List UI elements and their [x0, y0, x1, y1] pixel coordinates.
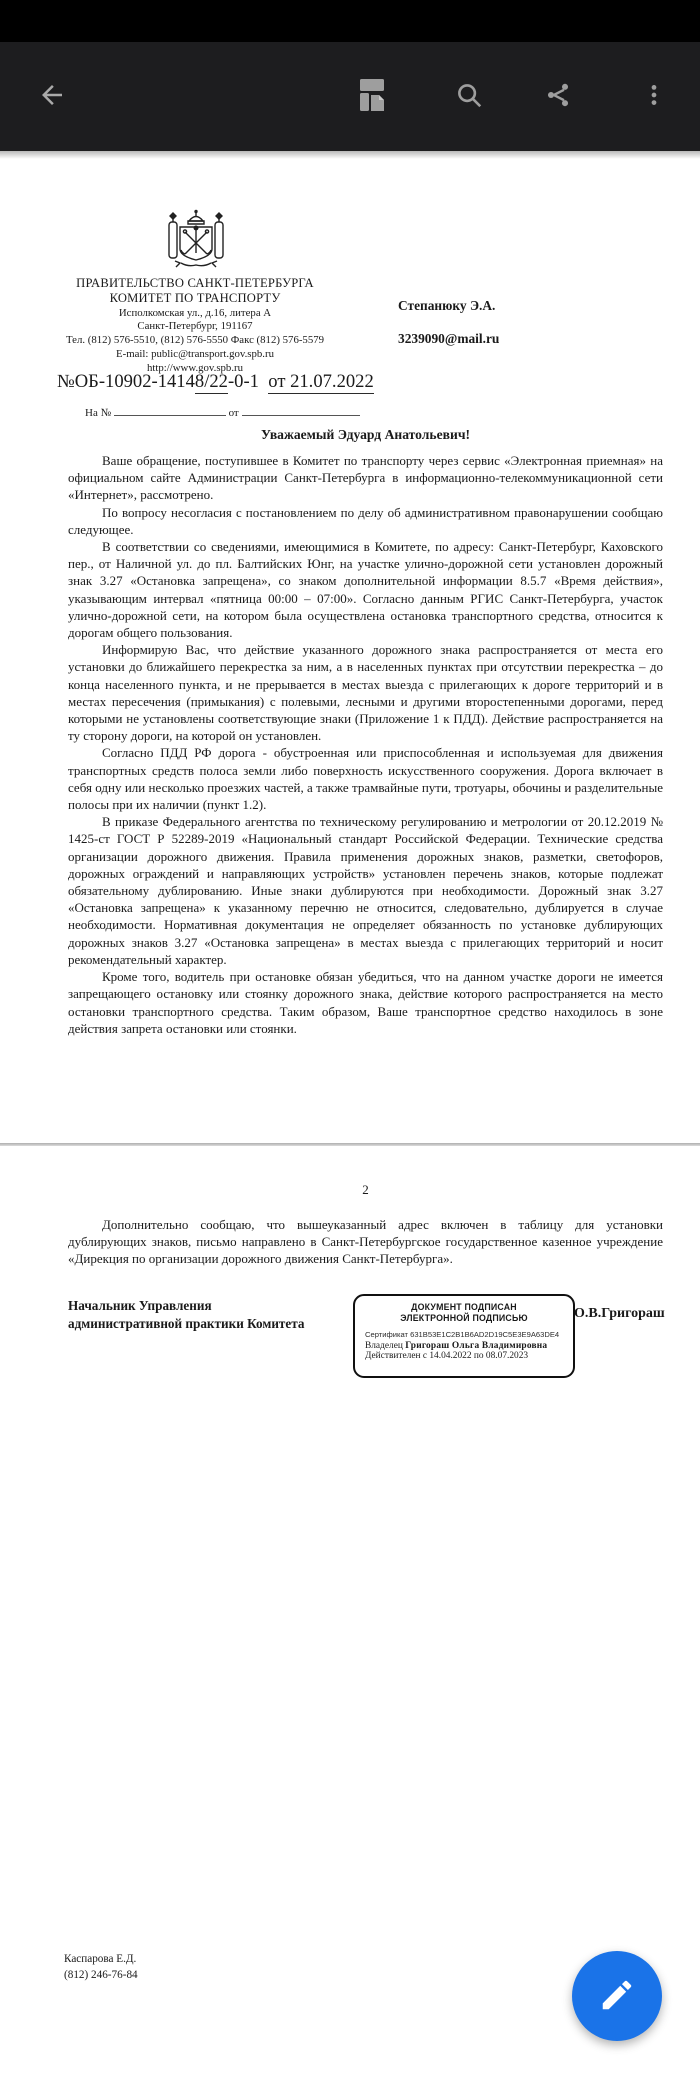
stamp-owner-name: Григораш Ольга Владимировна [405, 1340, 548, 1351]
paragraph: В соответствии со сведениями, имеющимися в Комитете, по адресу: Санкт-Петербург, Каховского пер., от Наличной ул. до пл. Балтийских Юнг, на участке улично-дорожной сети установлен дорожный знак 3.27 «Остановка запрещена», со знаком дополнительной информации 8.5.7 «Время действия», указывающим интервал «пятница 00:00 – 07:00». Согласно данным РГИС Санкт-Петербурга, участок улично-дорожной сети, на котором была осуществлена остановка транспортного средства, относится к дорогам общего пользования. [68, 539, 663, 641]
digital-signature-stamp [353, 1294, 575, 1378]
paragraph: Согласно ПДД РФ дорога - обустроенная или приспособленная и используемая для движения транспортных средств полоса земли либо поверхность искусственного сооружения. Дорога включает в себя одну или несколько проезжих частей, а также трамвайные пути, тротуары, обочины и разделительные полосы при их наличии (пункт 1.2). [68, 745, 663, 813]
overflow-menu-button[interactable] [628, 70, 680, 122]
org-address-line2: Санкт-Петербург, 191167 [137, 320, 253, 333]
stamp-certificate: Сертификат 631B53E1C2B1B6AD2D19C5E3E9A63DE4 [365, 1329, 560, 1339]
salutation: Уважаемый Эдуард Анатольевич! [260, 427, 471, 442]
ref-part3: -0-1 [227, 371, 264, 392]
signer-name: О.В.Григораш [574, 1306, 665, 1321]
executor-footer [64, 1951, 138, 1983]
paragraph: Информирую Вас, что действие указанного дорожного знака распространяется от места его установки до ближайшего перекрестка за ним, а в населенных пунктах при отсутствии перекрестка – до конца населенного пункта, и не прерывается в местах выезда с прилегающих к дороге территорий и в местах пересечения (примыкания) с полевыми, лесными и другими второстепенными дорогами, перед которыми не установлены соответствующие знаки (Приложение 1 к ПДД). Действие распространяется на ту сторону дороги, на которой он установлен. [68, 642, 663, 744]
toolbar [0, 42, 700, 151]
org-name-line1: ПРАВИТЕЛЬСТВО САНКТ-ПЕТЕРБУРГА [76, 276, 314, 290]
spb-coat-of-arms [163, 209, 229, 275]
stamp-title-line2: ЭЛЕКТРОННОЙ ПОДПИСЬЮ [400, 1312, 528, 1323]
share-icon [544, 81, 572, 112]
recipient-email: 3239090@mail.ru [398, 331, 500, 346]
na-label: На № [85, 407, 112, 419]
pencil-icon [598, 1976, 636, 2017]
ref-date: от 21.07.2022 [268, 371, 374, 392]
letterhead [50, 276, 340, 374]
search-button[interactable] [443, 70, 495, 122]
stamp-owner-label: Владелец [365, 1340, 406, 1351]
letter-body-page2 [68, 1216, 663, 1268]
share-button[interactable] [532, 70, 584, 122]
letter-body-page1 [68, 452, 663, 1037]
back-button[interactable] [26, 70, 78, 122]
page-separator [0, 1143, 700, 1146]
edit-fab-button[interactable] [572, 1951, 662, 2041]
pages-thumbnail-icon [359, 78, 385, 115]
org-phone-line: Тел. (812) 576-5510, (812) 576-5550 Факс (812) 576-5579 [65, 334, 325, 347]
paragraph: Кроме того, водитель при остановке обязан убедиться, что на данном участке дороги не имеется запрещающего остановку или стоянку дорожного знака, действие которого распространяется на место остановки транспортного средства. Таким образом, Ваше транспортное средство находилось в зоне действия запрета остановки или стоянки. [68, 969, 663, 1036]
recipient-block [398, 298, 648, 347]
signer-position [68, 1297, 368, 1332]
stamp-title-line1: ДОКУМЕНТ ПОДПИСАН [411, 1302, 517, 1312]
signer-position-line1: Начальник Управления [68, 1298, 212, 1313]
stamp-validity: Действителен с 14.04.2022 по 08.07.2023 [365, 1350, 529, 1361]
pages-view-button[interactable] [346, 70, 398, 122]
paragraph: Дополнительно сообщаю, что вышеуказанный адрес включен в таблицу для установки дублирующих знаков, письмо направлено в Санкт-Петербургское государственное казенное учреждение «Дирекция по организации дорожного движения Санкт-Петербурга». [68, 1217, 663, 1267]
executor-phone: (812) 246-76-84 [64, 1969, 138, 1982]
ot-label: от [228, 407, 239, 419]
signer-position-line2: административной практики Комитета [68, 1315, 305, 1331]
stamp-owner [365, 1341, 563, 1351]
outgoing-ref-number [57, 371, 387, 393]
status-bar [0, 0, 700, 42]
incoming-ref-line [85, 404, 360, 419]
overflow-menu-icon [641, 82, 667, 111]
recipient-name: Степанюку Э.А. [398, 298, 496, 313]
ref-part1: №ОБ-10902-1414 [57, 371, 195, 392]
org-address-line1: Исполкомская ул., д.16, литера А [118, 306, 272, 319]
org-name-line2: КОМИТЕТ ПО ТРАНСПОРТУ [109, 290, 281, 305]
page-number: 2 [362, 1182, 369, 1197]
page-top-shadow [0, 151, 700, 159]
paragraph: По вопросу несогласия с постановлением по делу об административном правонарушении сообщаю следующее. [68, 504, 663, 537]
executor-name: Каспарова Е.Д. [64, 1953, 137, 1965]
ref-part2: 8/22 [194, 371, 228, 392]
search-icon [454, 80, 484, 113]
paragraph: Ваше обращение, поступившее в Комитет по транспорту через сервис «Электронная приемная» на официальном сайте Администрации Санкт-Петербурга в информационно-телекоммуникационной сети «Интернет», рассмотрено. [68, 453, 663, 503]
back-arrow-icon [37, 80, 67, 113]
paragraph: В приказе Федерального агентства по техническому регулированию и метрологии от 20.12.2019 № 1425-ст ГОСТ Р 52289-2019 «Национальный стандарт Российской Федерации. Технические средства организации дорожного движения. Правила применения дорожных знаков, разметки, светофоров, дорожных ограждений и направляющих устройств» установлен перечень знаков, которые подлежат обязательному дублированию. Иные знаки дублируются при необходимости. Дорожный знак 3.27 «Остановка запрещена» к указанному перечню не относится, следовательно, дублируется в случае необходимости. Нормативная документация не определяет обязанность по установке дублирующих дорожных знаков 3.27 «Остановка запрещена» в местах выезда с прилегающих территорий и носит рекомендательный характер. [68, 814, 663, 967]
org-website: http://www.gov.spb.ru [146, 361, 244, 374]
incoming-number-blank [114, 404, 226, 416]
org-email-line: E-mail: public@transport.gov.spb.ru [116, 347, 274, 360]
incoming-date-blank [242, 404, 360, 416]
